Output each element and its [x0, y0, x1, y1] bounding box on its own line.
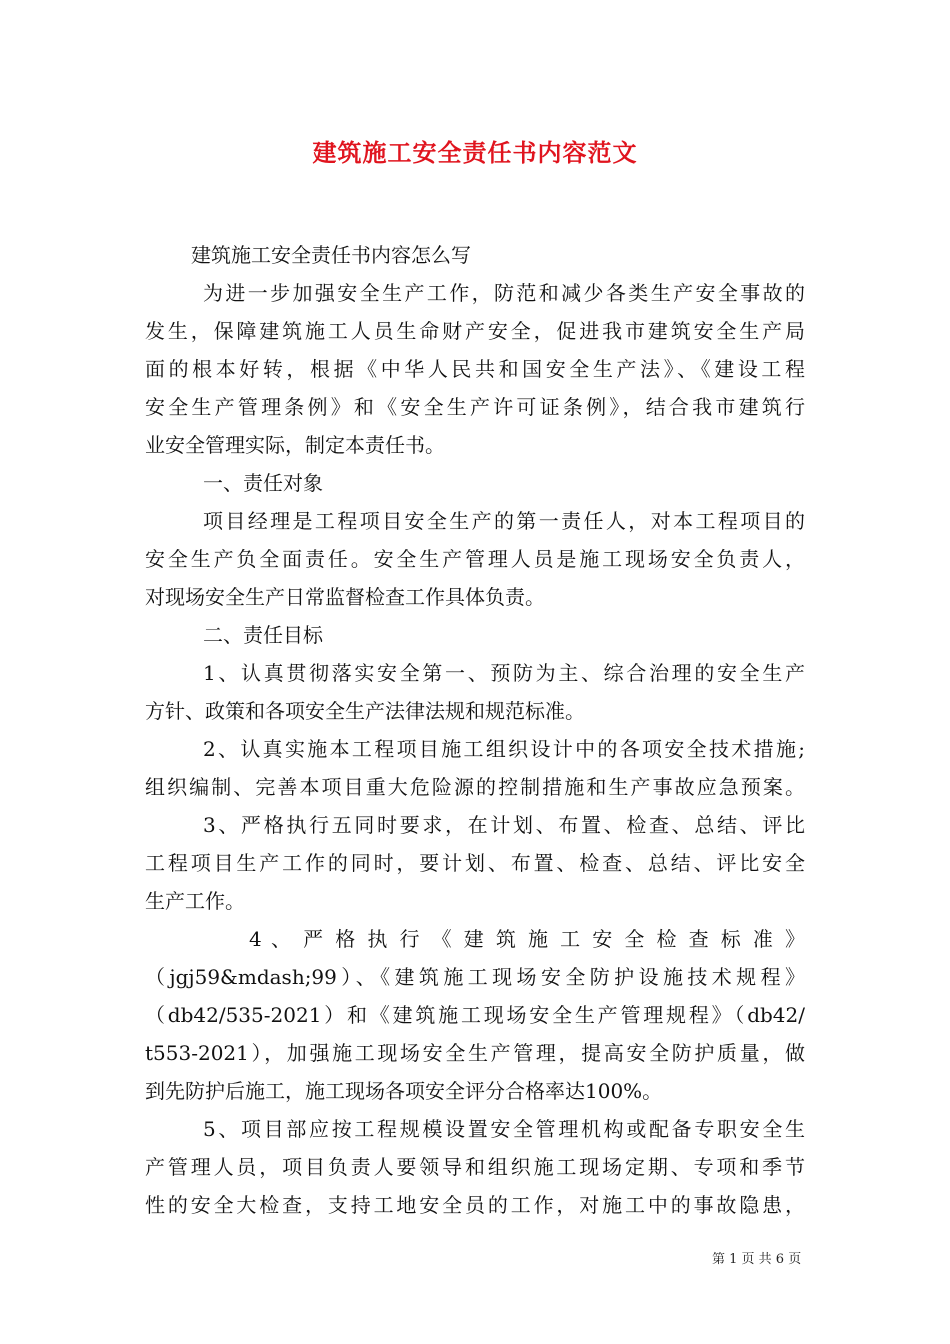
text-line: 面的根本好转，根据《中华人民共和国安全生产法》、《建设工程: [145, 357, 805, 381]
text-line: 安全生产负全面责任。安全生产管理人员是施工现场安全负责人，: [145, 547, 805, 571]
text-line: （db42/535-2021）和《建筑施工现场安全生产管理规程》（db42/: [145, 1003, 805, 1027]
document-title: 建筑施工安全责任书内容范文: [312, 139, 638, 167]
text-line: 到先防护后施工，施工现场各项安全评分合格率达100%。: [145, 1079, 663, 1103]
text-line: 方针、政策和各项安全生产法律法规和规范标准。: [145, 699, 585, 723]
text-line: 安全生产管理条例》和《安全生产许可证条例》，结合我市建筑行: [145, 395, 805, 419]
text-line: 发生，保障建筑施工人员生命财产安全，促进我市建筑安全生产局: [145, 319, 805, 343]
text-line: 为进一步加强安全生产工作，防范和减少各类生产安全事故的: [203, 281, 805, 305]
text-line: 3、严格执行五同时要求，在计划、布置、检查、总结、评比: [203, 813, 805, 837]
text-line: 性的安全大检查，支持工地安全员的工作，对施工中的事故隐患，: [145, 1193, 805, 1217]
text-line: 业安全管理实际，制定本责任书。: [145, 433, 445, 457]
text-line: 一、责任对象: [203, 471, 323, 495]
document-body: [145, 236, 805, 1224]
text-line: 产管理人员，项目负责人要领导和组织施工现场定期、专项和季节: [145, 1155, 805, 1179]
text-line: 生产工作。: [145, 889, 245, 913]
text-line: 5、项目部应按工程规模设置安全管理机构或配备专职安全生: [203, 1117, 805, 1141]
text-line: 建筑施工安全责任书内容怎么写: [191, 243, 471, 267]
text-line: 1、认真贯彻落实安全第一、预防为主、综合治理的安全生产: [203, 661, 805, 685]
text-line: 组织编制、完善本项目重大危险源的控制措施和生产事故应急预案。: [145, 775, 805, 799]
text-line: t553-2021），加强施工现场安全生产管理，提高安全防护质量，做: [145, 1041, 805, 1065]
text-line: 2、认真实施本工程项目施工组织设计中的各项安全技术措施;: [203, 737, 805, 761]
text-line: 工程项目生产工作的同时，要计划、布置、检查、总结、评比安全: [145, 851, 805, 875]
text-line: 4 、 严 格 执 行 《 建 筑 施 工 安 全 检 查 标 准 》: [249, 927, 805, 951]
text-line: 项目经理是工程项目安全生产的第一责任人，对本工程项目的: [203, 509, 805, 533]
text-line: 对现场安全生产日常监督检查工作具体负责。: [145, 585, 545, 609]
text-line: （jgj59&mdash;99）、《建筑施工现场安全防护设施技术规程》: [145, 965, 805, 989]
text-line: 二、责任目标: [203, 623, 323, 647]
page-number: 第 1 页 共 6 页: [712, 1252, 802, 1267]
